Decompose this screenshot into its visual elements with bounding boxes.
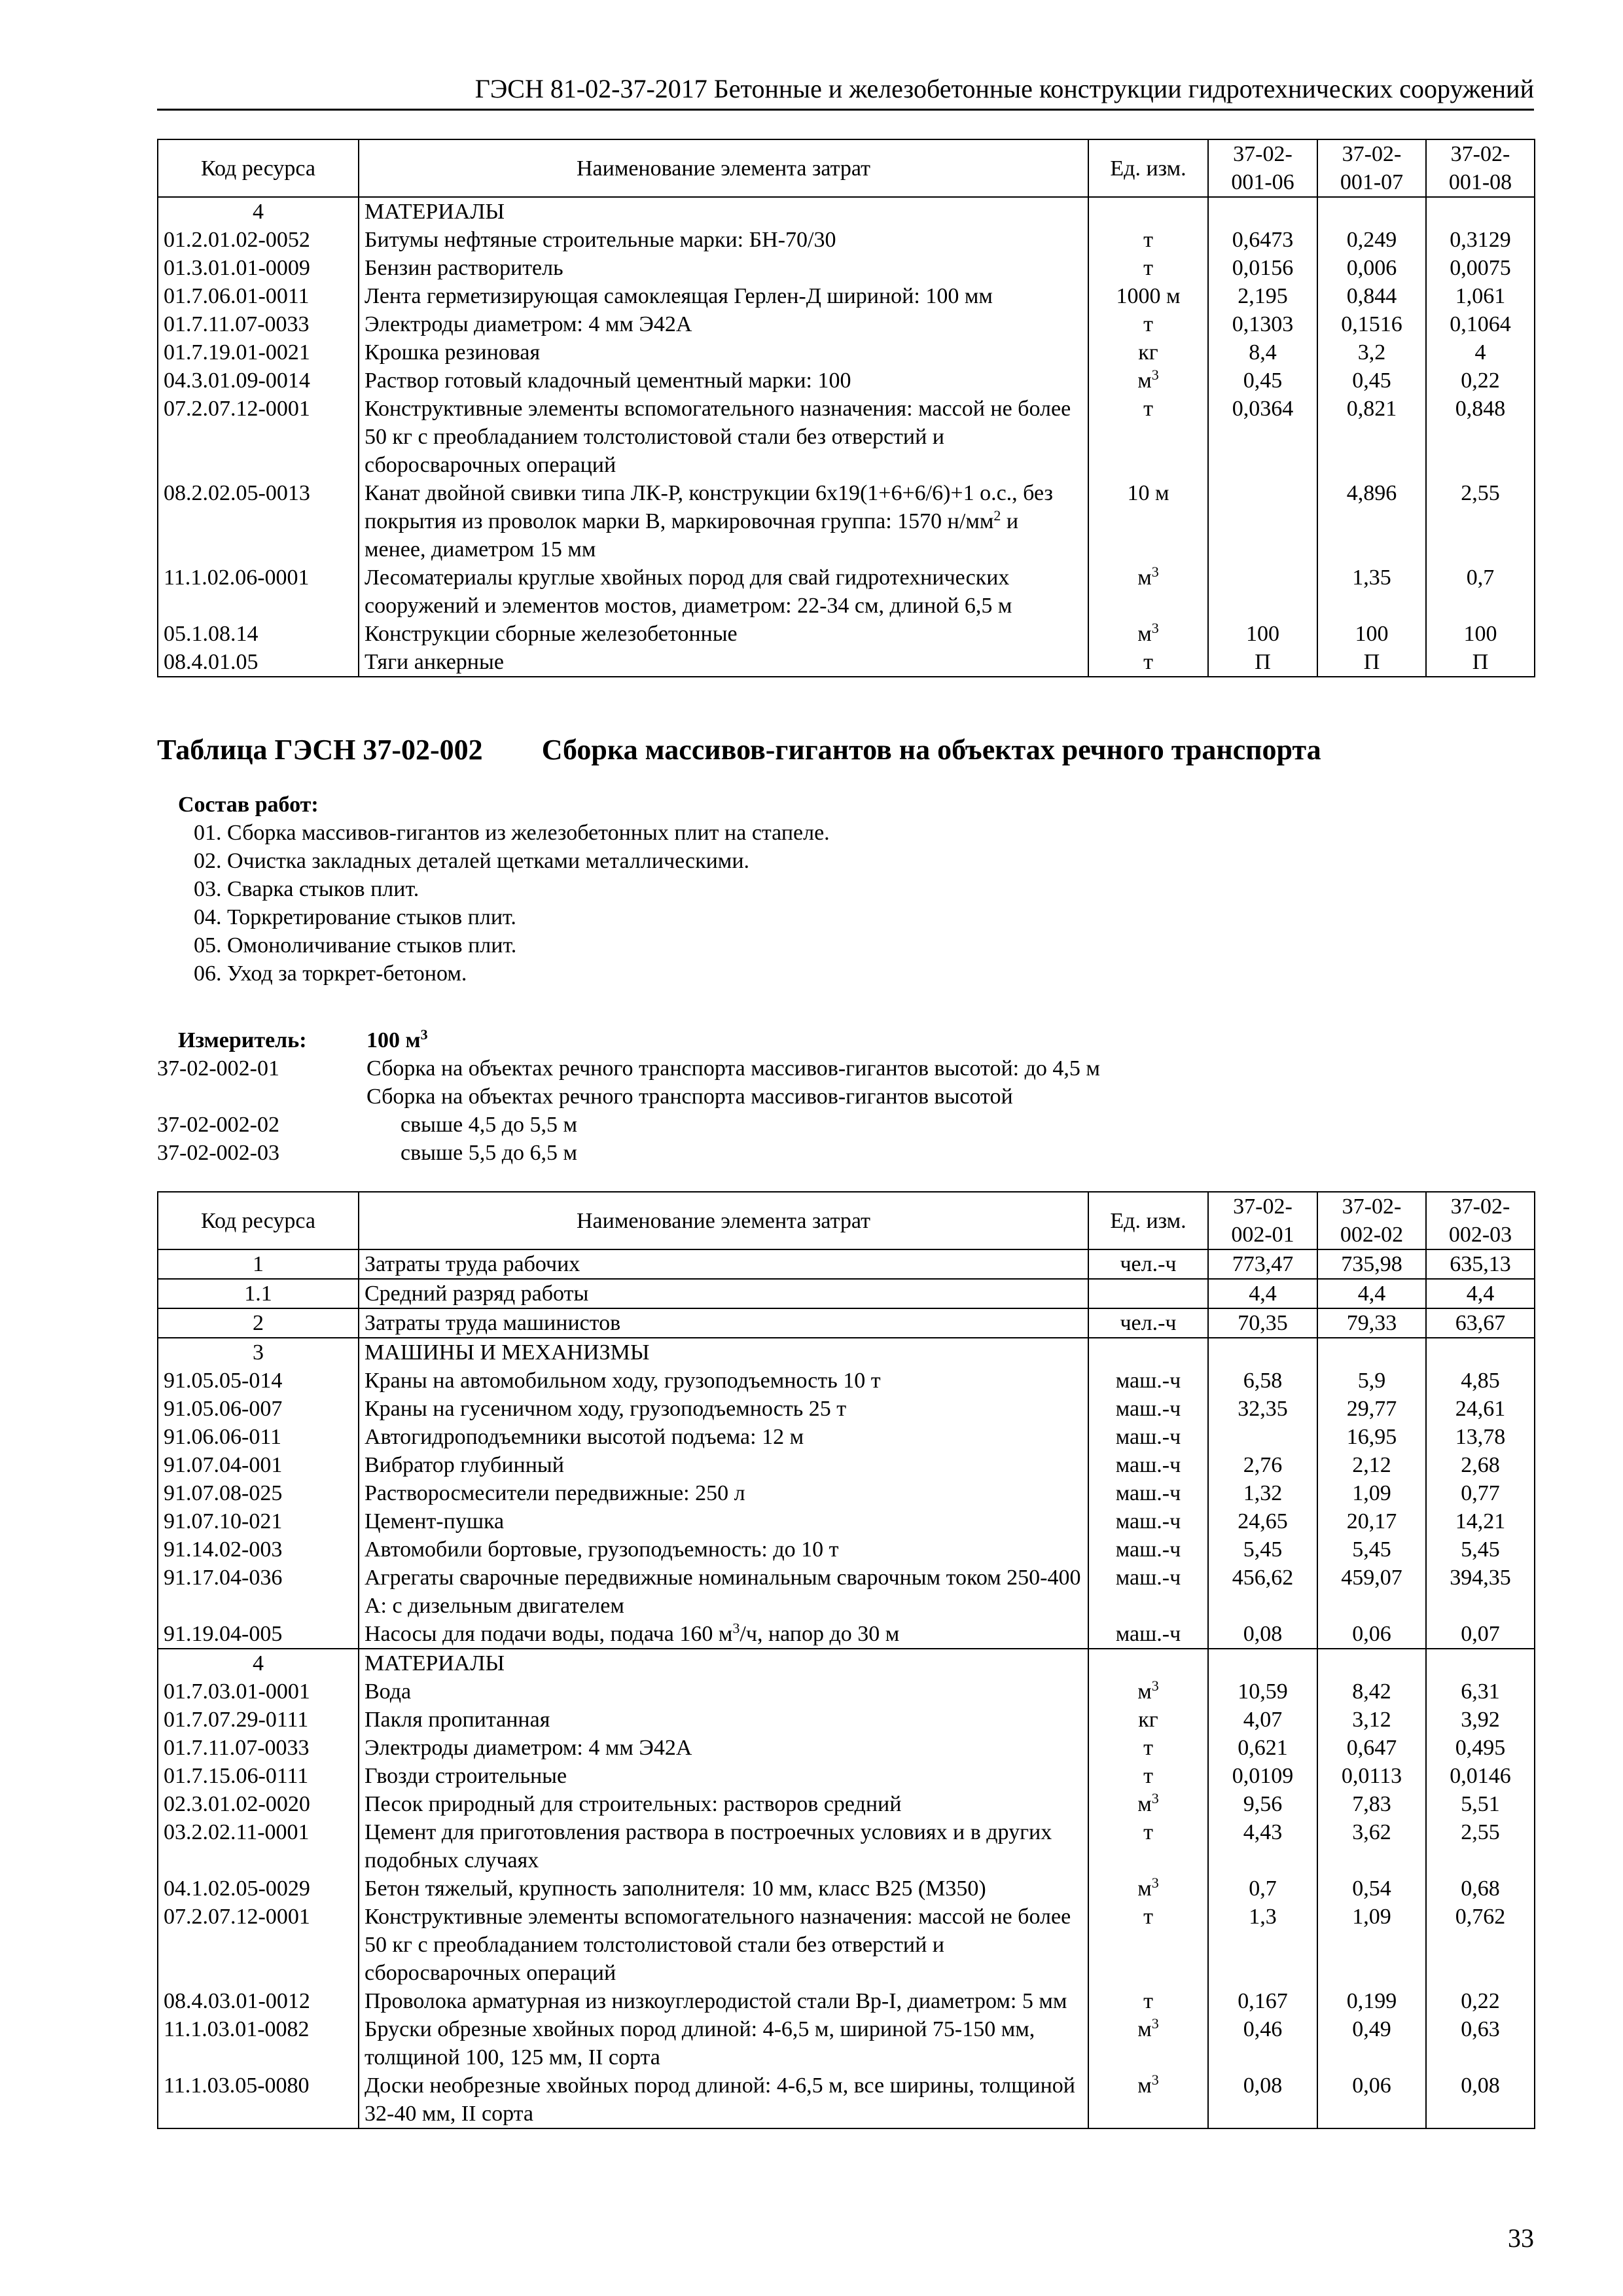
cell-v3: 14,21: [1426, 1507, 1535, 1535]
cell-v2: 0,0113: [1317, 1762, 1426, 1790]
work-item: 01. Сборка массивов-гигантов из железобетонных плит на стапеле.: [194, 821, 830, 845]
table-row: [158, 1677, 1535, 1706]
cell-unit: т: [1088, 1734, 1208, 1762]
cell-v3: 0,77: [1426, 1479, 1535, 1507]
table-row: [158, 1395, 1535, 1423]
cell-v2: 4,896: [1317, 479, 1426, 564]
cell-name: Электроды диаметром: 4 мм Э42А: [359, 310, 1088, 338]
table-row: [158, 1762, 1535, 1790]
resource-table-37-02-002: [157, 1191, 1535, 2129]
table-row: [158, 648, 1535, 677]
cell-unit: маш.-ч: [1088, 1423, 1208, 1451]
table-row: [158, 1423, 1535, 1451]
section-row: [158, 1338, 1535, 1367]
cell-code: 01.2.01.02-0052: [158, 226, 359, 254]
cell-v2: [1317, 197, 1426, 226]
cell-unit: $м^3$: [1088, 564, 1208, 620]
cell-v3: 4,4: [1426, 1279, 1535, 1308]
cell-unit: маш.-ч: [1088, 1564, 1208, 1620]
meter-code: 37-02-002-01: [157, 1056, 279, 1081]
cell-code: 3: [158, 1338, 359, 1367]
cell-v1: П: [1208, 648, 1317, 677]
table-row: [158, 1367, 1535, 1395]
cell-v1: 0,46: [1208, 2015, 1317, 2072]
cell-name: Средний разряд работы: [359, 1279, 1088, 1308]
cell-code: 4: [158, 197, 359, 226]
cell-unit: маш.-ч: [1088, 1367, 1208, 1395]
cell-code: 91.05.06-007: [158, 1395, 359, 1423]
meter-text: свыше 4,5 до 5,5 м: [401, 1113, 578, 1137]
cell-code: 91.19.04-005: [158, 1620, 359, 1649]
cell-code: 01.7.06.01-0011: [158, 282, 359, 310]
cell-unit: $м^3$: [1088, 1677, 1208, 1706]
cell-code: 4: [158, 1649, 359, 1677]
cell-unit: маш.-ч: [1088, 1451, 1208, 1479]
work-composition-heading: Состав работ:: [178, 793, 319, 817]
header-col2: 37-02-002-02: [1317, 1192, 1426, 1249]
cell-name: Бруски обрезные хвойных пород длиной: 4-6,5 м, шириной 75-150 мм, толщиной 100, 125 мм, II сорта: [359, 2015, 1088, 2072]
cell-name: Бетон тяжелый, крупность заполнителя: 10 мм, класс В25 (М350): [359, 1874, 1088, 1903]
cell-v1: [1208, 1649, 1317, 1677]
cell-v1: [1208, 564, 1317, 620]
cell-name: Конструкции сборные железобетонные: [359, 620, 1088, 648]
cell-v1: 1,3: [1208, 1903, 1317, 1987]
cell-v2: 0,45: [1317, 367, 1426, 395]
cell-v1: 2,76: [1208, 1451, 1317, 1479]
meter-label: Измеритель:: [178, 1028, 307, 1052]
cell-name: Крошка резиновая: [359, 338, 1088, 367]
cell-v2: 0,821: [1317, 395, 1426, 479]
cell-v2: П: [1317, 648, 1426, 677]
cell-name: Конструктивные элементы вспомогательного назначения: массой не более 50 кг с преобладанием толстолистовой стали без отверстий и сборосварочных операций: [359, 1903, 1088, 1987]
table-row: [158, 1507, 1535, 1535]
cell-unit: чел.-ч: [1088, 1249, 1208, 1279]
cell-name: Раствор готовый кладочный цементный марки: 100: [359, 367, 1088, 395]
section-row: [158, 197, 1535, 226]
meter-text: Сборка на объектах речного транспорта массивов-гигантов высотой: [366, 1085, 1013, 1109]
cell-v1: 1,32: [1208, 1479, 1317, 1507]
cell-name: Вибратор глубинный: [359, 1451, 1088, 1479]
cell-v1: 32,35: [1208, 1395, 1317, 1423]
table-row: [158, 2015, 1535, 2072]
cell-v3: 5,51: [1426, 1790, 1535, 1818]
cell-code: 01.3.01.01-0009: [158, 254, 359, 282]
table-row: [158, 1564, 1535, 1620]
cell-v1: 0,7: [1208, 1874, 1317, 1903]
cell-v3: [1426, 1649, 1535, 1677]
cell-v3: 0,1064: [1426, 310, 1535, 338]
cell-name: Автогидроподъемники высотой подъема: 12 м: [359, 1423, 1088, 1451]
meter-text: свыше 5,5 до 6,5 м: [401, 1141, 578, 1165]
work-item: 03. Сварка стыков плит.: [194, 877, 419, 901]
cell-v2: 3,2: [1317, 338, 1426, 367]
cell-v2: 100: [1317, 620, 1426, 648]
work-composition: [178, 791, 830, 988]
cell-code: 04.3.01.09-0014: [158, 367, 359, 395]
cell-name: Цемент для приготовления раствора в построечных условиях и в других подобных случаях: [359, 1818, 1088, 1874]
cell-unit: т: [1088, 310, 1208, 338]
cell-v2: 0,199: [1317, 1987, 1426, 2015]
cell-name: МАШИНЫ И МЕХАНИЗМЫ: [359, 1338, 1088, 1367]
cell-v1: 9,56: [1208, 1790, 1317, 1818]
cell-v2: 0,006: [1317, 254, 1426, 282]
cell-name: Автомобили бортовые, грузоподъемность: до 10 т: [359, 1535, 1088, 1564]
cell-v1: 0,167: [1208, 1987, 1317, 2015]
cell-name: Электроды диаметром: 4 мм Э42А: [359, 1734, 1088, 1762]
cell-code: 91.07.10-021: [158, 1507, 359, 1535]
meter-code: 37-02-002-03: [157, 1141, 279, 1165]
cell-v2: 3,12: [1317, 1706, 1426, 1734]
cell-v3: 5,45: [1426, 1535, 1535, 1564]
cell-v1: 2,195: [1208, 282, 1317, 310]
cell-v2: 2,12: [1317, 1451, 1426, 1479]
cell-v3: [1426, 197, 1535, 226]
cell-v2: 4,4: [1317, 1279, 1426, 1308]
cell-v3: 0,848: [1426, 395, 1535, 479]
cell-name: Лента герметизирующая самоклеящая Герлен-Д шириной: 100 мм: [359, 282, 1088, 310]
header-col3: 37-02-001-08: [1426, 139, 1535, 197]
cell-v1: 5,45: [1208, 1535, 1317, 1564]
cell-v3: П: [1426, 648, 1535, 677]
cell-name: МАТЕРИАЛЫ: [359, 197, 1088, 226]
cell-name: Агрегаты сварочные передвижные номинальным сварочным током 250-400 А: с дизельным двигателем: [359, 1564, 1088, 1620]
table-row: [158, 1279, 1535, 1308]
cell-code: 08.2.02.05-0013: [158, 479, 359, 564]
cell-code: 2: [158, 1308, 359, 1338]
cell-v2: 459,07: [1317, 1564, 1426, 1620]
cell-v1: 100: [1208, 620, 1317, 648]
cell-v1: 0,08: [1208, 1620, 1317, 1649]
cell-v3: 0,22: [1426, 367, 1535, 395]
cell-v3: 63,67: [1426, 1308, 1535, 1338]
cell-unit: $м^3$: [1088, 1790, 1208, 1818]
cell-v3: 0,22: [1426, 1987, 1535, 2015]
cell-code: 91.07.08-025: [158, 1479, 359, 1507]
cell-code: 11.1.03.05-0080: [158, 2072, 359, 2128]
cell-v3: 0,07: [1426, 1620, 1535, 1649]
cell-v2: 0,06: [1317, 1620, 1426, 1649]
cell-code: 04.1.02.05-0029: [158, 1874, 359, 1903]
cell-v1: 10,59: [1208, 1677, 1317, 1706]
cell-v2: 1,09: [1317, 1903, 1426, 1987]
cell-v2: 3,62: [1317, 1818, 1426, 1874]
cell-name: Бензин растворитель: [359, 254, 1088, 282]
cell-v2: 0,844: [1317, 282, 1426, 310]
cell-name: Битумы нефтяные строительные марки: БН-70/30: [359, 226, 1088, 254]
work-item: 06. Уход за торкрет-бетоном.: [194, 961, 467, 986]
cell-name: Проволока арматурная из низкоуглеродистой стали Вр-I, диаметром: 5 мм: [359, 1987, 1088, 2015]
meter-value: 100 $м^3$: [366, 1026, 428, 1052]
cell-v3: 24,61: [1426, 1395, 1535, 1423]
cell-v1: [1208, 479, 1317, 564]
cell-v2: 16,95: [1317, 1423, 1426, 1451]
cell-code: 91.14.02-003: [158, 1535, 359, 1564]
cell-name: МАТЕРИАЛЫ: [359, 1649, 1088, 1677]
cell-name: Краны на гусеничном ходу, грузоподъемность 25 т: [359, 1395, 1088, 1423]
header-col2: 37-02-001-07: [1317, 139, 1426, 197]
cell-v1: 4,43: [1208, 1818, 1317, 1874]
cell-v1: 24,65: [1208, 1507, 1317, 1535]
cell-unit: чел.-ч: [1088, 1308, 1208, 1338]
cell-v2: 29,77: [1317, 1395, 1426, 1423]
cell-unit: $м^3$: [1088, 1874, 1208, 1903]
header-unit: Ед. изм.: [1088, 139, 1208, 197]
cell-unit: т: [1088, 1818, 1208, 1874]
cell-v3: 4,85: [1426, 1367, 1535, 1395]
cell-unit: маш.-ч: [1088, 1507, 1208, 1535]
cell-v2: 0,1516: [1317, 310, 1426, 338]
cell-v3: 635,13: [1426, 1249, 1535, 1279]
cell-v3: [1426, 1338, 1535, 1367]
cell-v2: 1,09: [1317, 1479, 1426, 1507]
cell-name: Пакля пропитанная: [359, 1706, 1088, 1734]
cell-name: Гвозди строительные: [359, 1762, 1088, 1790]
table-title-label: Таблица ГЭСН 37-02-002: [157, 734, 483, 766]
table-row: [158, 1903, 1535, 1987]
cell-v1: [1208, 1338, 1317, 1367]
cell-v2: 5,9: [1317, 1367, 1426, 1395]
table-row: [158, 1874, 1535, 1903]
table-row: [158, 1987, 1535, 2015]
cell-v2: 79,33: [1317, 1308, 1426, 1338]
cell-v3: 0,0075: [1426, 254, 1535, 282]
table-row: [158, 1308, 1535, 1338]
cell-v1: 0,6473: [1208, 226, 1317, 254]
table-row: [158, 310, 1535, 338]
cell-v3: 0,68: [1426, 1874, 1535, 1903]
running-head: ГЭСН 81-02-37-2017 Бетонные и железобетонные конструкции гидротехнических сооружений: [474, 74, 1534, 103]
cell-v2: 5,45: [1317, 1535, 1426, 1564]
cell-code: 01.7.03.01-0001: [158, 1677, 359, 1706]
cell-unit: т: [1088, 395, 1208, 479]
table-row: [158, 1818, 1535, 1874]
cell-v3: 2,55: [1426, 1818, 1535, 1874]
header-col1: 37-02-002-01: [1208, 1192, 1317, 1249]
cell-v1: [1208, 197, 1317, 226]
header-name: Наименование элемента затрат: [359, 1192, 1088, 1249]
cell-name: Песок природный для строительных: растворов средний: [359, 1790, 1088, 1818]
table-row: [158, 367, 1535, 395]
cell-code: 91.07.04-001: [158, 1451, 359, 1479]
cell-code: 08.4.03.01-0012: [158, 1987, 359, 2015]
cell-v3: 394,35: [1426, 1564, 1535, 1620]
cell-unit: т: [1088, 648, 1208, 677]
section-row: [158, 1649, 1535, 1677]
table-row: [158, 479, 1535, 564]
table-row: [158, 1706, 1535, 1734]
page-number: 33: [1508, 2223, 1534, 2253]
cell-unit: [1088, 1649, 1208, 1677]
cell-code: 08.4.01.05: [158, 648, 359, 677]
header-rule: [157, 109, 1534, 111]
cell-code: 01.7.07.29-0111: [158, 1706, 359, 1734]
cell-v3: 6,31: [1426, 1677, 1535, 1706]
cell-unit: [1088, 1338, 1208, 1367]
cell-unit: кг: [1088, 1706, 1208, 1734]
cell-code: 07.2.07.12-0001: [158, 395, 359, 479]
cell-v2: 0,54: [1317, 1874, 1426, 1903]
cell-code: 07.2.07.12-0001: [158, 1903, 359, 1987]
cell-v2: [1317, 1649, 1426, 1677]
cell-v2: [1317, 1338, 1426, 1367]
cell-name: Канат двойной свивки типа ЛК-Р, конструкции 6х19(1+6+6/6)+1 о.с., без покрытия из проволок марки В, маркировочная группа: 1570 $н/мм^2$ и менее, диаметром 15 мм: [359, 479, 1088, 564]
work-item: 04. Торкретирование стыков плит.: [194, 905, 516, 929]
table-row: [158, 254, 1535, 282]
table-row: [158, 1479, 1535, 1507]
cell-code: 01.7.11.07-0033: [158, 310, 359, 338]
table-row: [158, 226, 1535, 254]
cell-code: 03.2.02.11-0001: [158, 1818, 359, 1874]
cell-v3: 4: [1426, 338, 1535, 367]
header-name: Наименование элемента затрат: [359, 139, 1088, 197]
cell-v3: 2,55: [1426, 479, 1535, 564]
cell-v1: [1208, 1423, 1317, 1451]
cell-v3: 3,92: [1426, 1706, 1535, 1734]
table-row: [158, 1620, 1535, 1649]
header-col1: 37-02-001-06: [1208, 139, 1317, 197]
cell-v3: 0,63: [1426, 2015, 1535, 2072]
cell-v1: 773,47: [1208, 1249, 1317, 1279]
cell-v1: 0,08: [1208, 2072, 1317, 2128]
resource-table-37-02-001: [157, 139, 1535, 677]
cell-code: 05.1.08.14: [158, 620, 359, 648]
cell-v1: 6,58: [1208, 1367, 1317, 1395]
work-item: 02. Очистка закладных деталей щетками металлическими.: [194, 849, 750, 873]
meter-code: 37-02-002-02: [157, 1113, 279, 1137]
cell-code: 11.1.02.06-0001: [158, 564, 359, 620]
cell-v2: 735,98: [1317, 1249, 1426, 1279]
cell-code: 01.7.19.01-0021: [158, 338, 359, 367]
cell-v3: 0,3129: [1426, 226, 1535, 254]
cell-code: 91.17.04-036: [158, 1564, 359, 1620]
cell-v1: 4,07: [1208, 1706, 1317, 1734]
table-row: [158, 282, 1535, 310]
table-row: [158, 1249, 1535, 1279]
cell-v3: 0,0146: [1426, 1762, 1535, 1790]
cell-unit: $м^3$: [1088, 367, 1208, 395]
cell-v2: 0,06: [1317, 2072, 1426, 2128]
header-col3: 37-02-002-03: [1426, 1192, 1535, 1249]
cell-unit: т: [1088, 226, 1208, 254]
cell-v1: 70,35: [1208, 1308, 1317, 1338]
cell-unit: [1088, 197, 1208, 226]
cell-v3: 0,762: [1426, 1903, 1535, 1987]
cell-unit: кг: [1088, 338, 1208, 367]
cell-unit: маш.-ч: [1088, 1395, 1208, 1423]
header-code: Код ресурса: [158, 139, 359, 197]
meter-code: [157, 1083, 366, 1111]
cell-name: Вода: [359, 1677, 1088, 1706]
cell-v2: 0,49: [1317, 2015, 1426, 2072]
cell-unit: 1000 м: [1088, 282, 1208, 310]
cell-name: Тяги анкерные: [359, 648, 1088, 677]
cell-name: Краны на автомобильном ходу, грузоподъемность 10 т: [359, 1367, 1088, 1395]
cell-unit: $м^3$: [1088, 2072, 1208, 2128]
cell-unit: т: [1088, 254, 1208, 282]
cell-code: 11.1.03.01-0082: [158, 2015, 359, 2072]
table-row: [158, 338, 1535, 367]
cell-v1: 0,621: [1208, 1734, 1317, 1762]
table-row: [158, 564, 1535, 620]
cell-name: Затраты труда рабочих: [359, 1249, 1088, 1279]
table-row: [158, 620, 1535, 648]
cell-v3: 13,78: [1426, 1423, 1535, 1451]
cell-v2: 8,42: [1317, 1677, 1426, 1706]
cell-name: Конструктивные элементы вспомогательного назначения: массой не более 50 кг с преобладанием толстолистовой стали без отверстий и сборосварочных операций: [359, 395, 1088, 479]
work-item: 05. Омоноличивание стыков плит.: [194, 933, 517, 958]
cell-v1: 8,4: [1208, 338, 1317, 367]
cell-unit: маш.-ч: [1088, 1479, 1208, 1507]
cell-code: 02.3.01.02-0020: [158, 1790, 359, 1818]
cell-unit: маш.-ч: [1088, 1535, 1208, 1564]
cell-unit: $м^3$: [1088, 620, 1208, 648]
cell-v2: 7,83: [1317, 1790, 1426, 1818]
cell-code: 91.05.05-014: [158, 1367, 359, 1395]
cell-code: 1: [158, 1249, 359, 1279]
cell-v1: 0,0364: [1208, 395, 1317, 479]
cell-v2: 20,17: [1317, 1507, 1426, 1535]
cell-name: Лесоматериалы круглые хвойных пород для свай гидротехнических сооружений и элементов мостов, диаметром: 22-34 см, длиной 6,5 м: [359, 564, 1088, 620]
table-row: [158, 395, 1535, 479]
table-title-name: Сборка массивов-гигантов на объектах речного транспорта: [541, 734, 1321, 766]
meter-text: Сборка на объектах речного транспорта массивов-гигантов высотой: до 4,5 м: [366, 1056, 1100, 1081]
table-row: [158, 1790, 1535, 1818]
header-code: Код ресурса: [158, 1192, 359, 1249]
cell-v3: 0,495: [1426, 1734, 1535, 1762]
cell-code: 01.7.15.06-0111: [158, 1762, 359, 1790]
table-row: [158, 1535, 1535, 1564]
cell-unit: маш.-ч: [1088, 1620, 1208, 1649]
cell-unit: 10 м: [1088, 479, 1208, 564]
meter-block: [157, 1026, 1534, 1167]
cell-unit: т: [1088, 1903, 1208, 1987]
cell-v3: 0,08: [1426, 2072, 1535, 2128]
cell-v2: 0,249: [1317, 226, 1426, 254]
cell-name: Цемент-пушка: [359, 1507, 1088, 1535]
cell-unit: [1088, 1279, 1208, 1308]
cell-v3: 1,061: [1426, 282, 1535, 310]
cell-code: 1.1: [158, 1279, 359, 1308]
table-row: [158, 1451, 1535, 1479]
cell-name: Затраты труда машинистов: [359, 1308, 1088, 1338]
cell-unit: $м^3$: [1088, 2015, 1208, 2072]
cell-v1: 456,62: [1208, 1564, 1317, 1620]
cell-name: Растворосмесители передвижные: 250 л: [359, 1479, 1088, 1507]
cell-code: 91.06.06-011: [158, 1423, 359, 1451]
cell-name: Доски необрезные хвойных пород длиной: 4-6,5 м, все ширины, толщиной 32-40 мм, II сорта: [359, 2072, 1088, 2128]
cell-v1: 0,0109: [1208, 1762, 1317, 1790]
cell-v3: 0,7: [1426, 564, 1535, 620]
cell-v3: 100: [1426, 620, 1535, 648]
table-row: [158, 2072, 1535, 2128]
table-title: [157, 732, 1321, 768]
cell-name: Насосы для подачи воды, подача 160 $м^3/ч$, напор до 30 м: [359, 1620, 1088, 1649]
cell-v2: 0,647: [1317, 1734, 1426, 1762]
cell-v1: 0,45: [1208, 367, 1317, 395]
cell-unit: т: [1088, 1762, 1208, 1790]
cell-v2: 1,35: [1317, 564, 1426, 620]
table-row: [158, 1734, 1535, 1762]
cell-v1: 0,1303: [1208, 310, 1317, 338]
header-unit: Ед. изм.: [1088, 1192, 1208, 1249]
cell-code: 01.7.11.07-0033: [158, 1734, 359, 1762]
cell-v3: 2,68: [1426, 1451, 1535, 1479]
cell-v1: 4,4: [1208, 1279, 1317, 1308]
cell-v1: 0,0156: [1208, 254, 1317, 282]
cell-unit: т: [1088, 1987, 1208, 2015]
